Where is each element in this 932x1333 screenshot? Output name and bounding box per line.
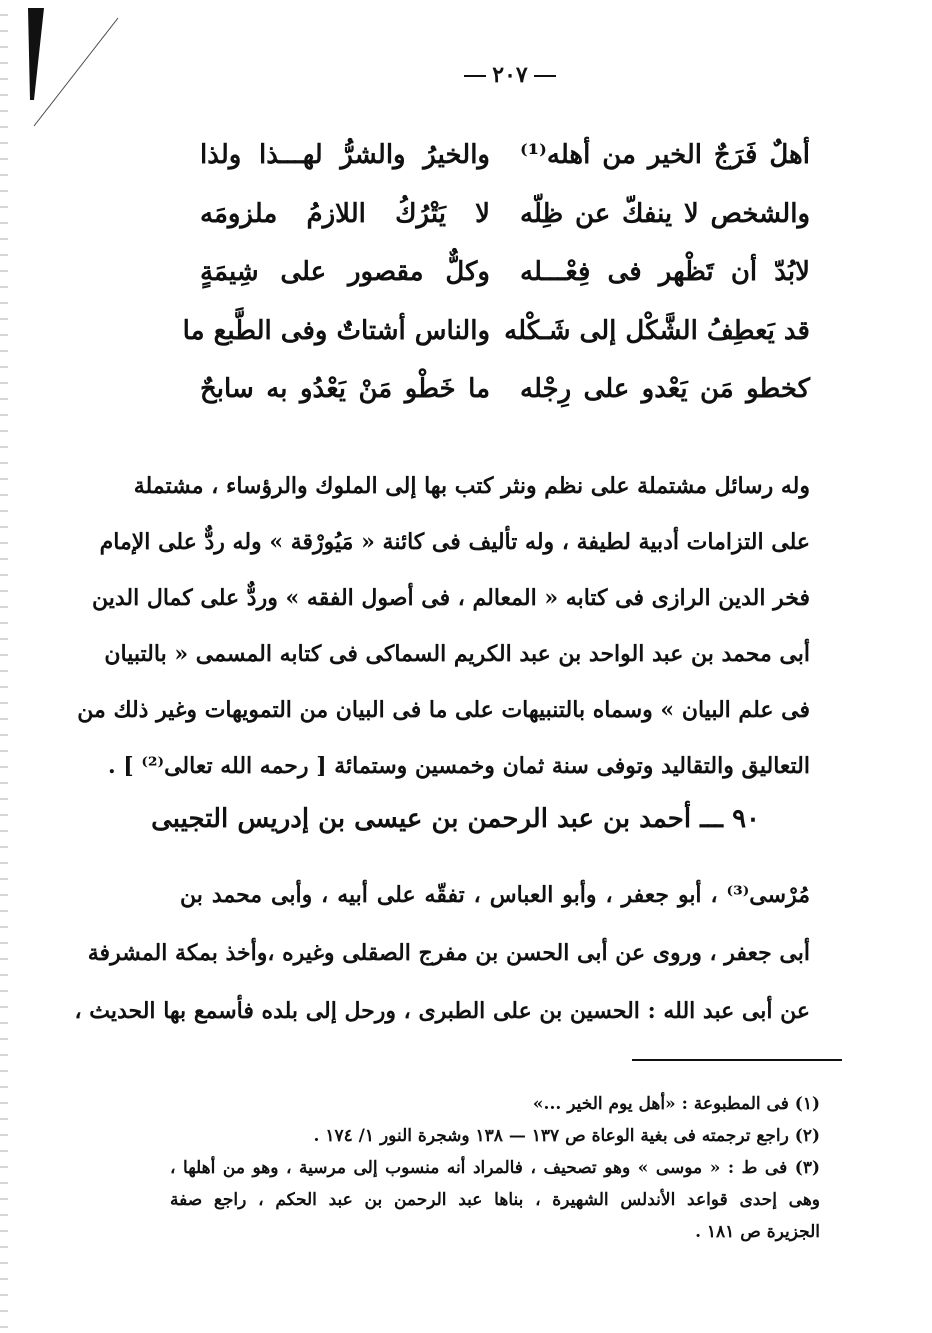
footnote-3-end: الجزيرة ص ١٨١ .	[695, 1222, 820, 1242]
scan-edge-artifact	[0, 0, 8, 1333]
verse-first-hemistich: لا يَتْرُكُ اللازمُ ملزومَه	[200, 198, 490, 229]
scan-corner-wedge	[28, 8, 44, 100]
paragraph-line: أبى جعفر ، وروى عن أبى الحسن بن مفرج الصقلى وغيره ،وأخذ بمكة المشرفة	[87, 940, 810, 966]
poem-verse	[200, 185, 810, 244]
poem-verse	[200, 126, 810, 185]
poem-verse	[182, 302, 810, 361]
footnote-3: (٣) فى ط : « موسى » وهو تصحيف ، فالمراد أنه منسوب إلى مرسية ، وهو من أهلها ،	[170, 1158, 820, 1178]
scan-corner-artifact	[0, 0, 130, 130]
entry-heading: ٩٠ ـــ أحمد بن عبد الرحمن بن عيسى بن إدريس التجيبى	[151, 804, 760, 834]
scan-corner-line	[34, 18, 118, 126]
paragraph-line: عن أبى عبد الله : الحسين بن على الطبرى ، ورحل إلى بلده فأسمع بها الحديث ،	[74, 998, 810, 1024]
paragraph-line: أبى محمد بن عبد الواحد بن عبد الكريم السماكى فى كتابه المسمى « بالتبيان	[104, 641, 810, 667]
footnote-1: (١) فى المطبوعة : «أهل يوم الخير ...»	[532, 1094, 820, 1114]
paragraph-writings	[77, 458, 810, 794]
poem-verse	[200, 360, 810, 419]
paragraph-line: مُرْسى⁽³⁾ ، أبو جعفر ، وأبو العباس ، تفقّه على أبيه ، وأبى محمد بن	[180, 882, 810, 908]
footnote-2: (٢) راجع ترجمته فى بغية الوعاة ص ١٣٧ — ١٣٨ وشجرة النور ١/ ١٧٤ .	[313, 1126, 820, 1146]
footnote-3-continued: وهى إحدى قواعد الأندلس الشهيرة ، بناها عبد الرحمن بن عبد الحكم ، راجع صفة	[170, 1190, 820, 1210]
verse-second-hemistich: والشخص لا ينفكّ عن ظِلّه	[520, 198, 810, 229]
verse-second-hemistich: كخطو مَن يَعْدو على رِجْله	[520, 374, 810, 405]
footnote-separator	[632, 1059, 842, 1061]
verse-second-hemistich: قد يَعطِفُ الشَّكْل إلى شَـكْله	[504, 315, 810, 346]
verse-first-hemistich: ما خَطْو مَنْ يَعْدُو به سابحٌ	[200, 374, 490, 405]
footnotes	[170, 1088, 820, 1248]
verse-first-hemistich: والخيرُ والشرُّ لهـــذا ولذا	[200, 140, 490, 171]
verse-first-hemistich: والناس أشتاتٌ وفى الطَّبع ما	[182, 315, 490, 346]
poem-block	[182, 126, 810, 419]
page-number	[440, 62, 580, 88]
verse-second-hemistich: لابُدّ أن تَظْهر فى فِعْـــله	[520, 257, 810, 288]
poem-verse	[200, 243, 810, 302]
paragraph-line: فخر الدين الرازى فى كتابه « المعالم ، فى أصول الفقه » وردٌّ على كمال الدين	[91, 585, 810, 611]
paragraph-line: على التزامات أدبية لطيفة ، وله تأليف فى كائنة « مَيُورْقة » وله ردٌّ على الإمام	[99, 529, 810, 555]
paragraph-line: وله رسائل مشتملة على نظم ونثر كتب بها إلى الملوك والرؤساء ، مشتملة	[133, 473, 810, 499]
paragraph-line: فى علم البيان » وسماه بالتنبيهات على ما فى البيان من التمويهات وغير ذلك من	[77, 697, 810, 723]
verse-second-hemistich: أهلٌ فَرَجٌ الخير من أهله⁽¹⁾	[520, 140, 810, 171]
page-number-dash-left	[464, 75, 486, 77]
page-number-value: ٢٠٧	[492, 62, 528, 88]
paragraph-biography	[74, 866, 810, 1040]
page-number-dash-right	[534, 75, 556, 77]
verse-first-hemistich: وكلٌّ مقصور على شِيمَةٍ	[200, 257, 490, 288]
paragraph-line: التعاليق والتقاليد وتوفى سنة ثمان وخمسين وستمائة [ رحمه الله تعالى⁽²⁾ ] .	[107, 753, 810, 779]
